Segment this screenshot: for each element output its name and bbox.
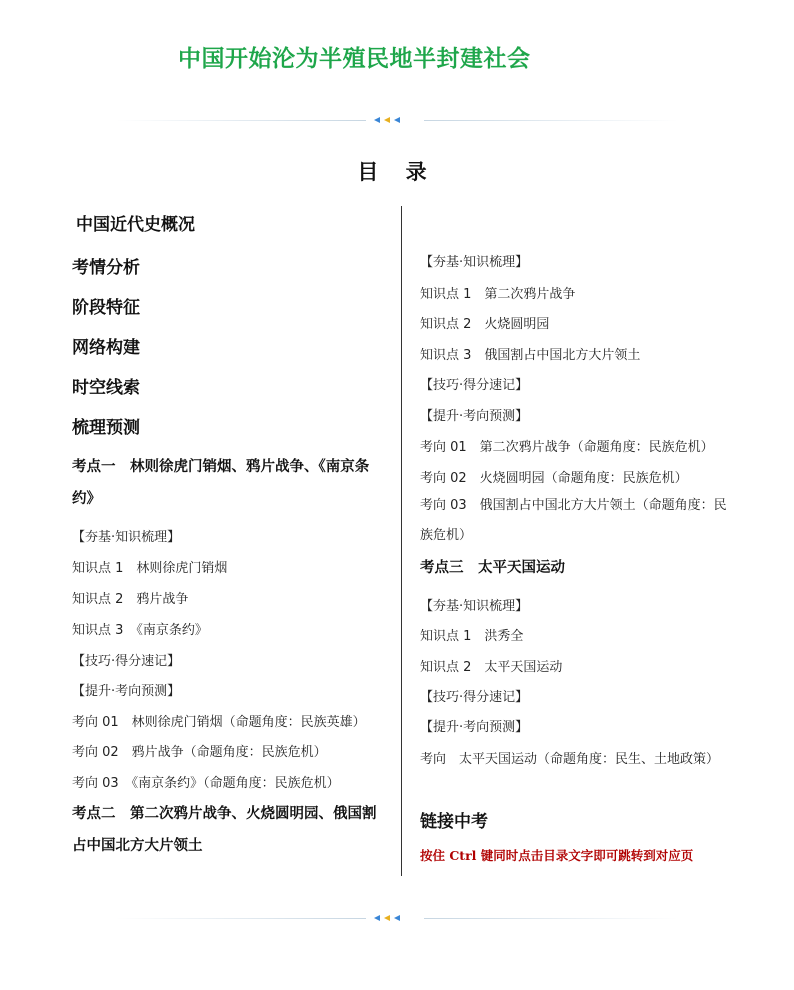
- toc-point1-foundation[interactable]: 【夯基·知识梳理】: [72, 530, 181, 545]
- toc-overview[interactable]: 中国近代史概况: [76, 215, 195, 235]
- toc-point-1[interactable]: 考点一 林则徐虎门销烟、鸦片战争、《南京条约》: [72, 459, 370, 507]
- toc-point3-foundation[interactable]: 【夯基·知识梳理】: [420, 599, 529, 614]
- toc-point2-foundation[interactable]: 【夯基·知识梳理】: [420, 255, 529, 270]
- toc-point1-improve[interactable]: 【提升·考向预测】: [72, 684, 181, 699]
- toc-section-network[interactable]: 网络构建: [72, 338, 140, 358]
- ornament-icon: [372, 913, 406, 923]
- toc-point2-knowledge-3[interactable]: 知识点 3 俄国割占中国北方大片领土: [420, 348, 641, 363]
- toc-point-2[interactable]: 考点二 第二次鸦片战争、火烧圆明园、俄国割占中国北方大片领土: [72, 806, 377, 854]
- toc-section-timeline[interactable]: 时空线索: [72, 378, 140, 398]
- toc-point1-direction-3[interactable]: 考向 03 《南京条约》（命题角度：民族危机）: [72, 776, 340, 791]
- toc-point3-improve[interactable]: 【提升·考向预测】: [420, 720, 529, 735]
- toc-point3-knowledge-1[interactable]: 知识点 1 洪秀全: [420, 629, 524, 644]
- toc-point2-direction-2[interactable]: 考向 02 火烧圆明园（命题角度：民族危机）: [420, 471, 688, 486]
- ctrl-click-note: 按住 Ctrl 键同时点击目录文字即可跳转到对应页: [420, 848, 694, 863]
- toc-point2-knowledge-2[interactable]: 知识点 2 火烧圆明园: [420, 317, 550, 332]
- toc-point1-direction-2[interactable]: 考向 02 鸦片战争（命题角度：民族危机）: [72, 745, 327, 760]
- toc-point-3[interactable]: 考点三 太平天国运动: [420, 560, 565, 576]
- toc-heading: 目 录: [357, 160, 437, 184]
- toc-point2-knowledge-1[interactable]: 知识点 1 第二次鸦片战争: [420, 287, 576, 302]
- toc-point2-direction-1[interactable]: 考向 01 第二次鸦片战争（命题角度：民族危机）: [420, 440, 714, 455]
- column-divider: [401, 206, 402, 876]
- toc-point2-skill[interactable]: 【技巧·得分速记】: [420, 378, 529, 393]
- toc-section-features[interactable]: 阶段特征: [72, 298, 140, 318]
- toc-point2-direction-3[interactable]: 考向 03 俄国割占中国北方大片领土（命题角度：民族危机）: [420, 498, 727, 543]
- toc-point2-improve[interactable]: 【提升·考向预测】: [420, 409, 529, 424]
- toc-point1-knowledge-3[interactable]: 知识点 3 《南京条约》: [72, 623, 208, 638]
- toc-section-prediction[interactable]: 梳理预测: [72, 418, 140, 438]
- ornament-icon: [372, 115, 406, 125]
- toc-point1-knowledge-1[interactable]: 知识点 1 林则徐虎门销烟: [72, 561, 228, 576]
- toc-point3-direction[interactable]: 考向 太平天国运动（命题角度：民生、土地政策）: [420, 752, 720, 767]
- toc-point3-knowledge-2[interactable]: 知识点 2 太平天国运动: [420, 660, 563, 675]
- toc-point1-knowledge-2[interactable]: 知识点 2 鸦片战争: [72, 592, 189, 607]
- toc-point3-skill[interactable]: 【技巧·得分速记】: [420, 690, 529, 705]
- toc-point1-direction-1[interactable]: 考向 01 林则徐虎门销烟（命题角度：民族英雄）: [72, 715, 366, 730]
- toc-section-analysis[interactable]: 考情分析: [72, 258, 140, 278]
- footer-divider: [116, 912, 678, 924]
- toc-link-exam[interactable]: 链接中考: [420, 812, 488, 832]
- header-divider: [116, 114, 678, 126]
- page-title: 中国开始沦为半殖民地半封建社会: [178, 46, 531, 72]
- toc-point1-skill[interactable]: 【技巧·得分速记】: [72, 654, 181, 669]
